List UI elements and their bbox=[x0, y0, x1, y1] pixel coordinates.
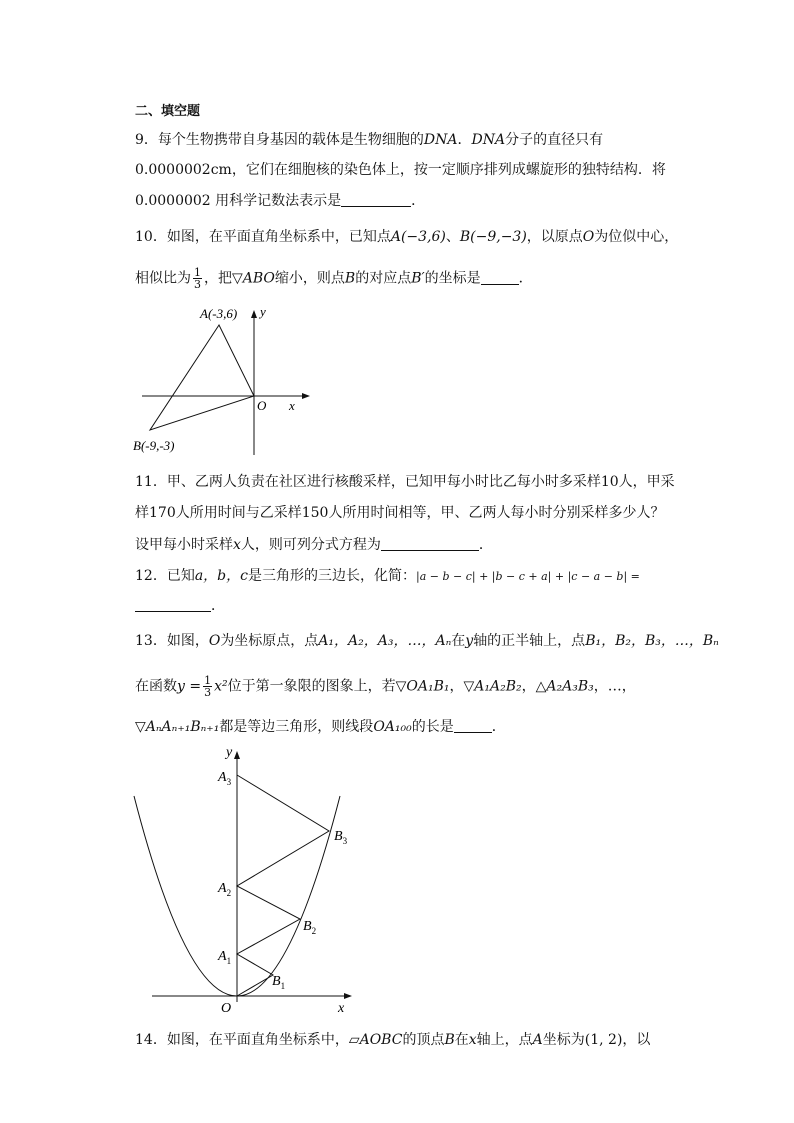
q11-line2: 样170人所用时间与乙采样150人所用时间相等，甲、乙两人每小时分别采样多少人？ bbox=[135, 505, 665, 521]
q13-line2: 在函数y = $\frac{1}{3}$ x²位于第一象限的图象上，若▽OA₁B₁，▽A₁A₂B₂，△A₂A₃B₃，…， bbox=[135, 674, 636, 699]
label-O: O bbox=[221, 1001, 232, 1016]
label-A3: $A_3$ bbox=[218, 770, 232, 787]
label-A: A(-3,6) bbox=[200, 306, 238, 321]
fraction-one-third: $\frac{1}{3}$ bbox=[204, 674, 212, 699]
x-axis-arrow-icon bbox=[302, 393, 310, 399]
label-B1: $B_1$ bbox=[272, 974, 286, 991]
q9-line2: 0.0000002cm，它们在细胞核的染色体上，按一定顺序排列成螺旋形的独特结构．将 bbox=[135, 162, 666, 178]
answer-blank-q12[interactable] bbox=[135, 597, 211, 612]
q12-line2: ． bbox=[135, 596, 225, 616]
x-axis-arrow-icon bbox=[344, 993, 352, 999]
q12-line1: 12．已知a，b，c是三角形的三边长，化简：|a − b − c| + |b − c + a| + |c − a − b| = bbox=[135, 568, 640, 584]
label-y: y bbox=[260, 304, 266, 319]
answer-blank-q10[interactable] bbox=[481, 270, 519, 285]
figure-similar-triangles bbox=[130, 300, 320, 460]
label-x: x bbox=[289, 398, 295, 413]
answer-blank-q11[interactable] bbox=[381, 536, 479, 551]
label-B2: $B_2$ bbox=[303, 919, 317, 936]
section-title: 二、填空题 bbox=[135, 104, 201, 119]
label-O: O bbox=[257, 398, 267, 413]
triangle-ABO bbox=[150, 325, 254, 430]
fraction-one-third: $\frac{1}{3}$ bbox=[194, 266, 201, 291]
y-axis-arrow-icon bbox=[234, 751, 240, 759]
label-y: y bbox=[226, 745, 233, 760]
equilateral-triangles-chain bbox=[237, 775, 329, 996]
label-x: x bbox=[338, 1001, 345, 1016]
q13-line3: ▽AₙAₙ₊₁Bₙ₊₁都是等边三角形，则线段OA₁₀₀的长是 ． bbox=[135, 719, 506, 735]
q10-line2: 相似比为 $\frac{1}{3}$ ，把▽ABO缩小，则点B的对应点B′的坐标是 ． bbox=[135, 266, 533, 291]
answer-blank-q9[interactable] bbox=[341, 192, 411, 207]
q10-line1: 10．如图，在平面直角坐标系中，已知点A(−3,6)、B(−9,−3)，以原点O为位似中心， bbox=[135, 229, 679, 245]
answer-blank-q13[interactable] bbox=[454, 718, 492, 733]
absolute-value-expression: |a − b − c| + |b − c + a| + |c − a − b| = bbox=[415, 570, 640, 583]
q9-line3: 0.0000002 用科学记数法表示是 ． bbox=[135, 193, 426, 209]
label-A1: $A_1$ bbox=[218, 949, 232, 966]
figure-parabola-triangles bbox=[128, 740, 368, 1020]
label-B: B(-9,-3) bbox=[133, 438, 175, 453]
q11-line1: 11．甲、乙两人负责在社区进行核酸采样，已知甲每小时比乙每小时多采样10人，甲采 bbox=[135, 474, 675, 490]
label-B3: $B_3$ bbox=[334, 829, 348, 846]
q11-line3: 设甲每小时采样x人，则可列分式方程为 ． bbox=[135, 537, 493, 553]
q9-line1: 9．每个生物携带自身基因的载体是生物细胞的DNA．DNA分子的直径只有 bbox=[135, 132, 604, 148]
y-axis-arrow-icon bbox=[251, 310, 257, 318]
label-A2: $A_2$ bbox=[218, 881, 232, 898]
q14-line1: 14．如图，在平面直角坐标系中，▱AOBC的顶点B在x轴上，点A坐标为(1, 2)，以 bbox=[135, 1032, 651, 1048]
q13-line1: 13．如图，O为坐标原点，点A₁，A₂，A₃，…，Aₙ在y轴的正半轴上，点B₁，B₂，B₃，…，Bₙ bbox=[135, 633, 719, 649]
